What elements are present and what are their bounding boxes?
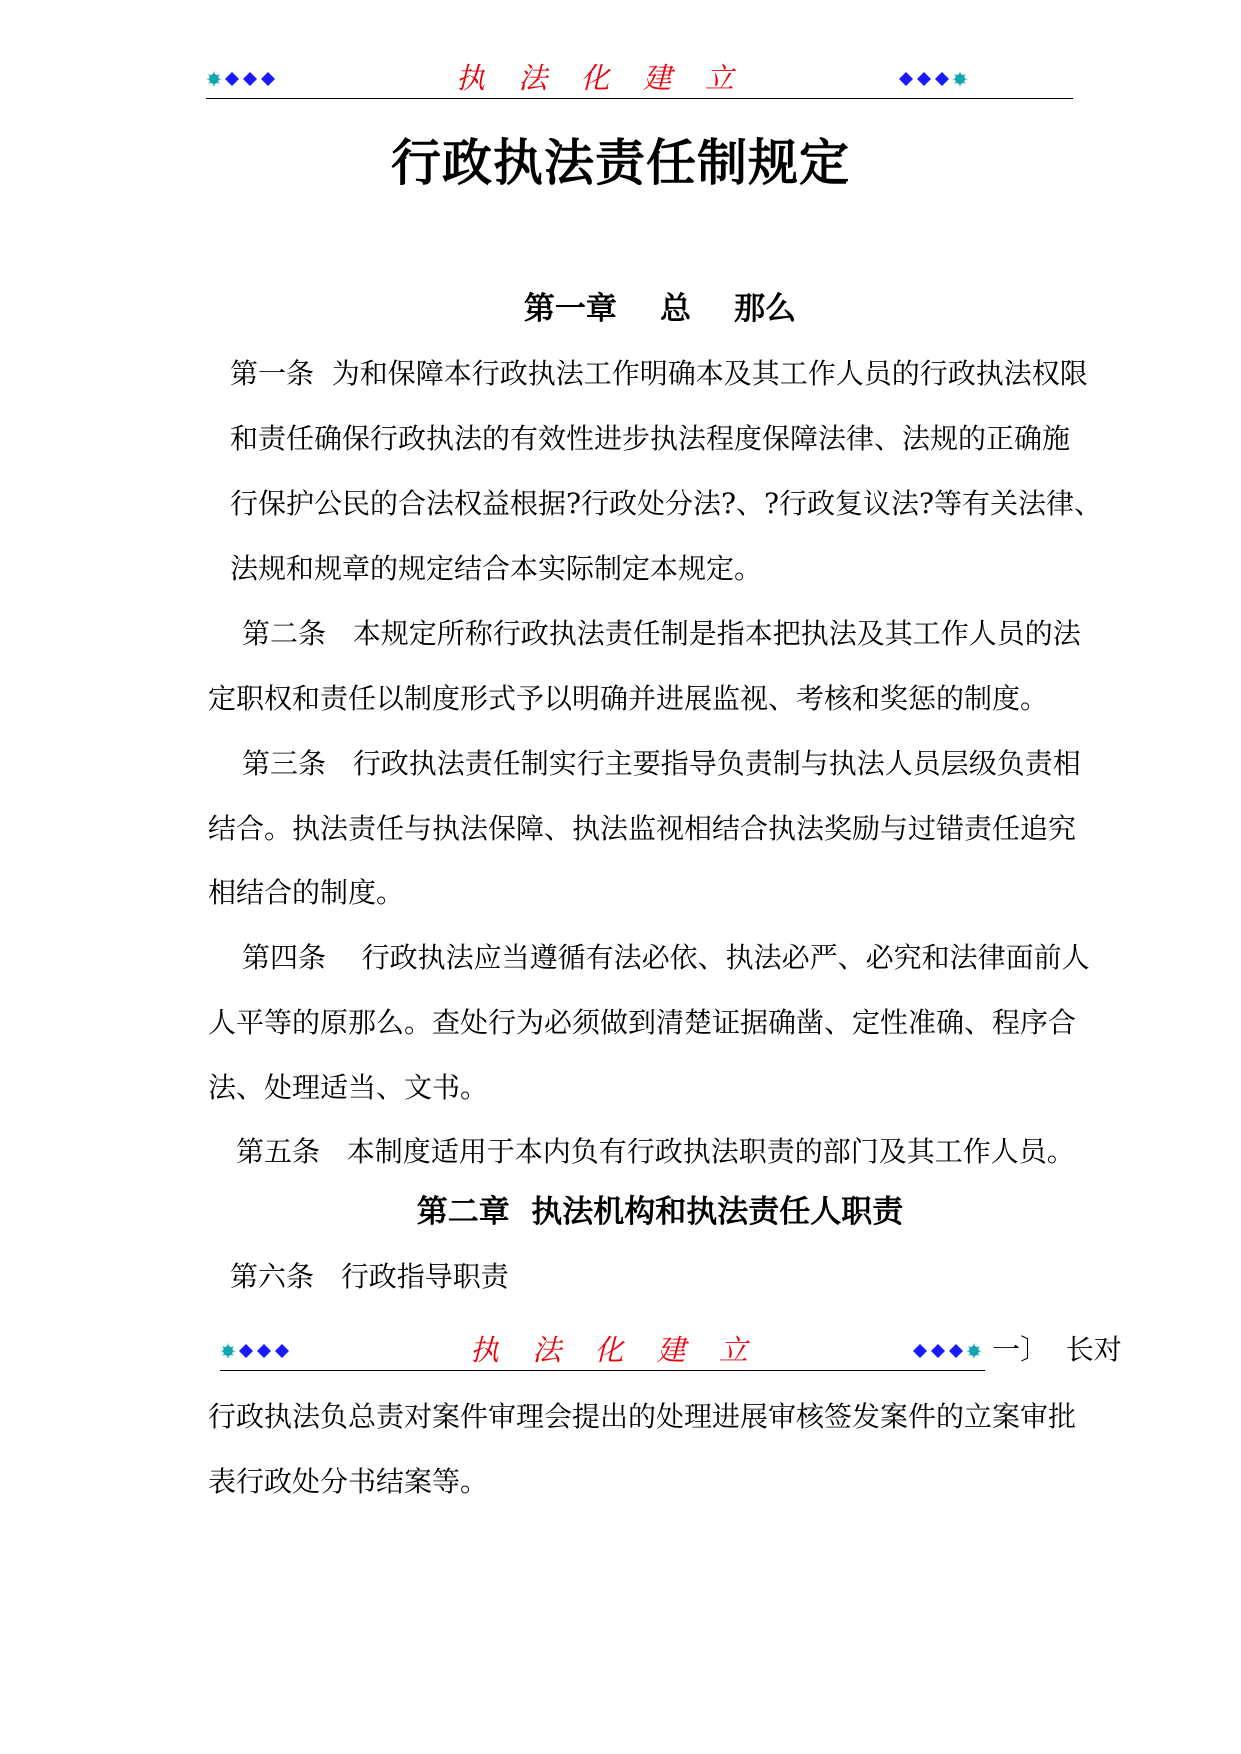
paragraph-line: 行政执法负总责对案件审理会提出的处理进展审核签发案件的立案审批 — [208, 1400, 1077, 1433]
paragraph-line: 和责任确保行政执法的有效性进步执法程度保障法律、法规的正确施 — [230, 422, 1071, 455]
paragraph-line: 表行政处分书结案等。 — [208, 1465, 489, 1498]
paragraph-line-tail: 一〕 长对 — [992, 1333, 1122, 1366]
header-title: 执 法 化 建 立 — [470, 1333, 760, 1367]
paragraph-line: 第四条 行政执法应当遵循有法必依、执法必严、必究和法律面前人 — [242, 941, 1090, 974]
running-header-overlay — [220, 1330, 985, 1371]
paragraph-line: 法规和规章的规定结合本实际制定本规定。 — [230, 552, 763, 585]
paragraph-line: 结合。执法责任与执法保障、执法监视相结合执法奖励与过错责任追究 — [208, 812, 1077, 845]
paragraph-line: 法、处理适当、文书。 — [208, 1071, 489, 1104]
header-title: 执 法 化 建 立 — [456, 61, 746, 95]
ornament-right-icon — [898, 71, 978, 87]
chapter-heading: 第二章 执法机构和执法责任人职责 — [416, 1194, 904, 1230]
running-header — [206, 58, 1073, 99]
paragraph-line: 相结合的制度。 — [208, 876, 405, 909]
paragraph-line: 第一条 为和保障本行政执法工作明确本及其工作人员的行政执法权限 — [230, 357, 1088, 390]
paragraph-line: 人平等的原那么。查处行为必须做到清楚证据确凿、定性准确、程序合 — [208, 1006, 1077, 1039]
paragraph-line: 第三条 行政执法责任制实行主要指导负责制与执法人员层级负责相 — [242, 747, 1081, 780]
ornament-left-icon — [220, 1343, 300, 1359]
ornament-left-icon — [206, 71, 286, 87]
ornament-right-icon — [912, 1343, 992, 1359]
paragraph-line: 第五条 本制度适用于本内负有行政执法职责的部门及其工作人员。 — [236, 1135, 1075, 1168]
chapter-heading: 第一章 总 那么 — [523, 291, 797, 327]
document-title: 行政执法责任制规定 — [391, 134, 850, 192]
paragraph-line: 定职权和责任以制度形式予以明确并进展监视、考核和奖惩的制度。 — [208, 682, 1049, 715]
paragraph-line: 第六条 行政指导职责 — [230, 1260, 509, 1293]
paragraph-line: 行保护公民的合法权益根据?行政处分法?、?行政复议法?等有关法律、 — [230, 487, 1103, 520]
paragraph-line: 第二条 本规定所称行政执法责任制是指本把执法及其工作人员的法 — [242, 617, 1081, 650]
